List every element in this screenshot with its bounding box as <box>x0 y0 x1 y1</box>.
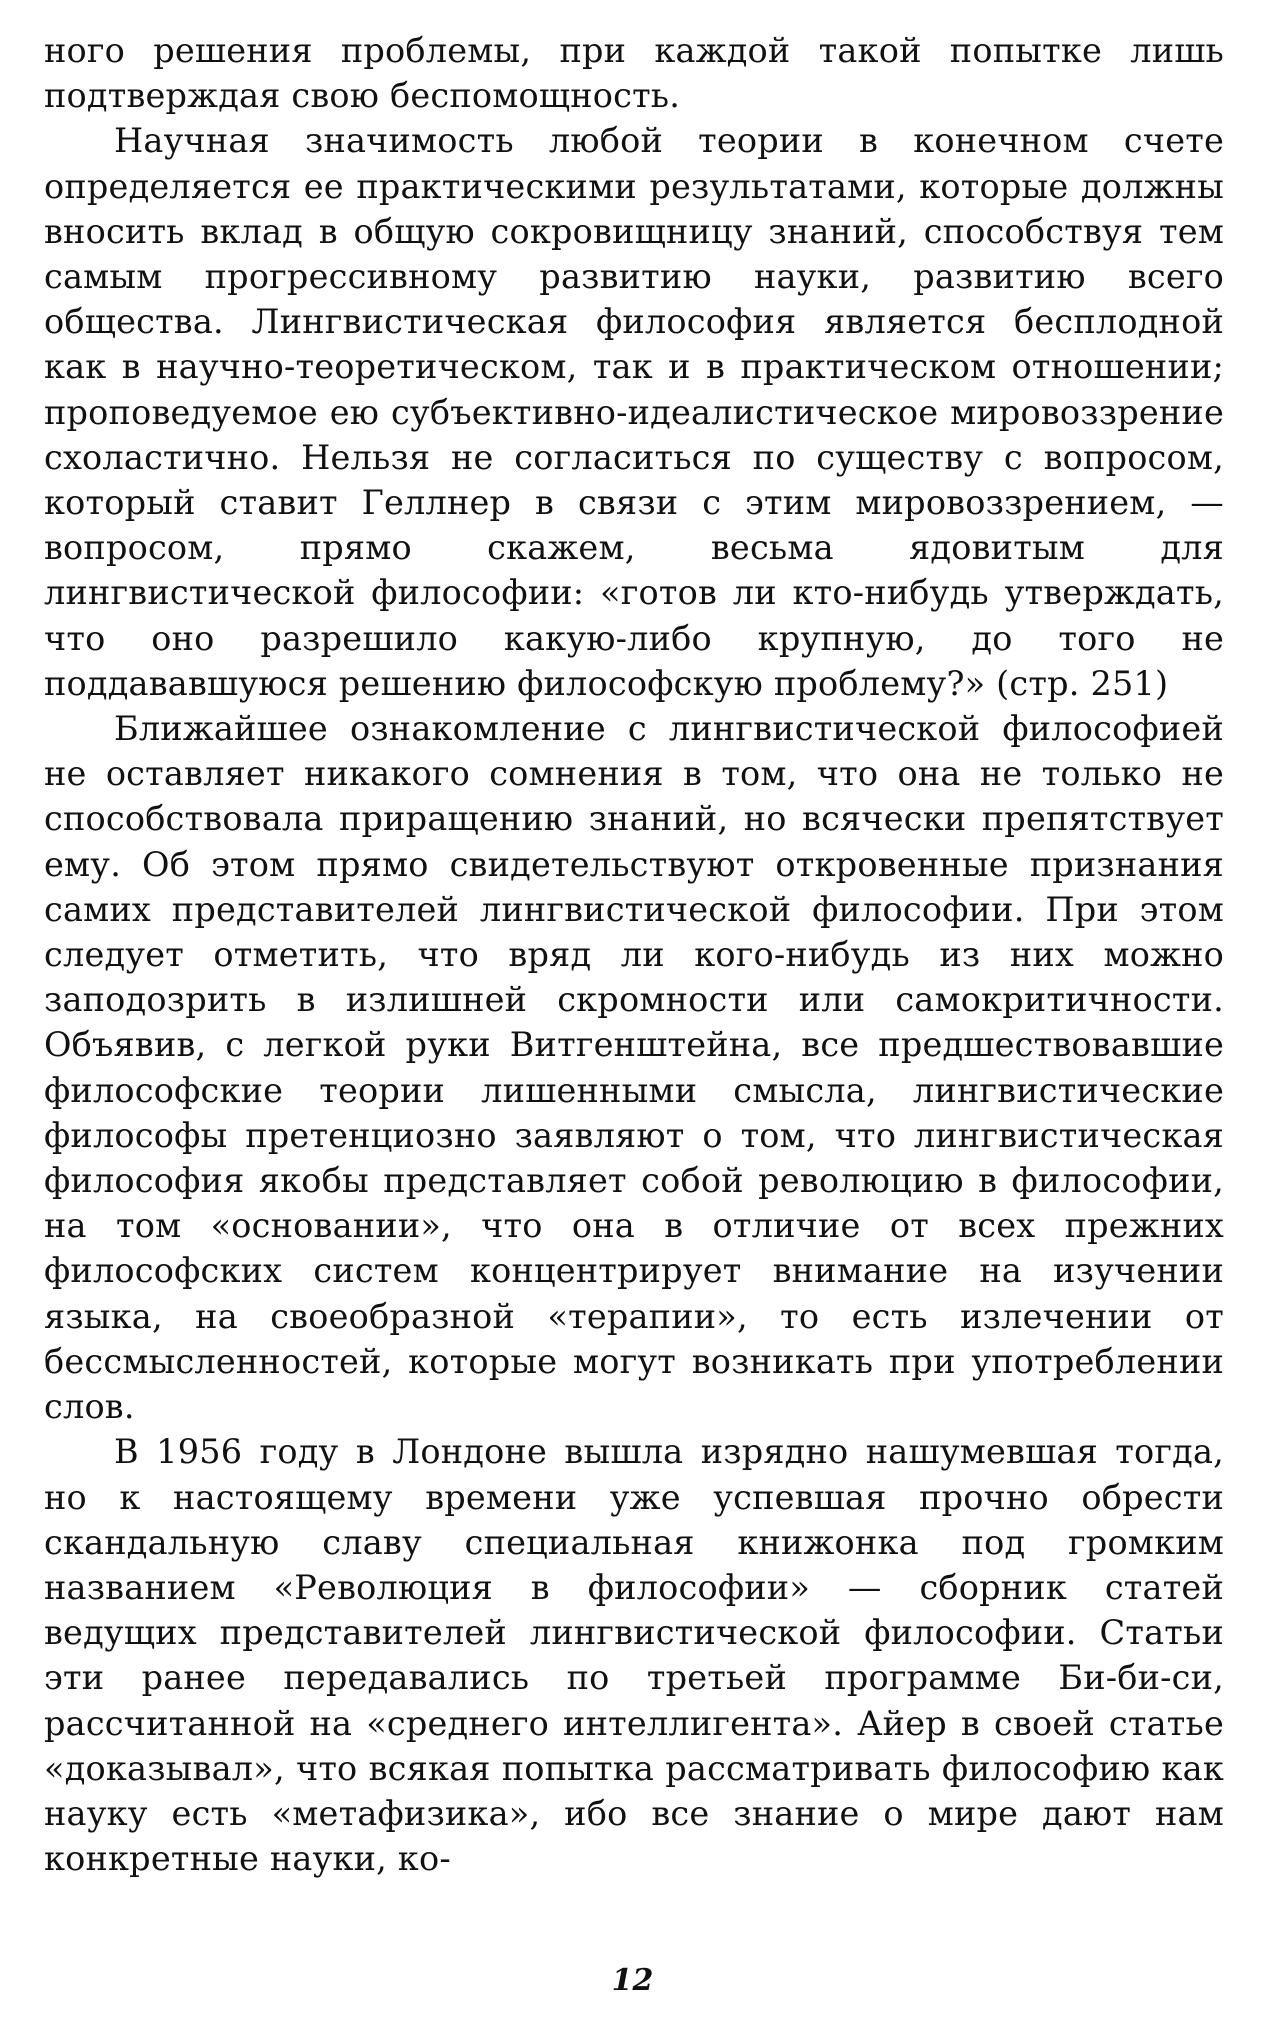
paragraph-1: ного решения проблемы, при каждой такой попытке лишь подтверждая свою беспомощность. <box>44 31 1224 116</box>
paragraph-2: Научная значимость любой теории в конечном счете определяется ее практическими результатами, которые должны вносить вклад в общую сокровищницу знаний, способствуя тем самым прогрессивному развитию науки, развитию всего общества. Лингвистическая философия является бесплодной как в научно-теоретическом, так и в практическом отношении; проповедуемое ею субъективно-идеалистическое мировоззрение схоластично. Нельзя не согласиться по существу с вопросом, который ставит Геллнер в связи с этим мировоззрением, — вопросом, прямо скажем, весьма ядовитым для лингвистической философии: «готов ли кто-нибудь утверждать, что оно разрешило какую-либо крупную, до того не поддававшуюся решению философскую проблему?» (стр. 251) <box>44 121 1224 703</box>
page-text <box>44 28 1224 1881</box>
paragraph-3: Ближайшее ознакомление с лингвистической философией не оставляет никакого сомнения в том, что она не только не способствовала приращению знаний, но всячески препятствует ему. Об этом прямо свидетельствуют откровенные признания самих представителей лингвистической философии. При этом следует отметить, что вряд ли кого-нибудь из них можно заподозрить в излишней скромности или самокритичности. Объявив, с легкой руки Витгенштейна, все предшествовавшие философские теории лишенными смысла, лингвистические философы претенциозно заявляют о том, что лингвистическая философия якобы представляет собой революцию в философии, на том «основании», что она в отличие от всех прежних философских систем концентрирует внимание на изучении языка, на своеобразной «терапии», то есть излечении от бессмысленностей, которые могут возникать при употреблении слов. <box>44 709 1224 1427</box>
page-number: 12 <box>611 1963 654 1998</box>
paragraph-4: В 1956 году в Лондоне вышла изрядно нашумевшая тогда, но к настоящему времени уже успевшая прочно обрести скандальную славу специальная книжонка под громким названием «Революция в философии» — сборник статей ведущих представителей лингвистической философии. Статьи эти ранее передавались по третьей программе Би-би-си, рассчитанной на «среднего интеллигента». Айер в своей статье «доказывал», что всякая попытка рассматривать философию как науку есть «метафизика», ибо все знание о мире дают нам конкретные науки, ко- <box>44 1432 1224 1879</box>
